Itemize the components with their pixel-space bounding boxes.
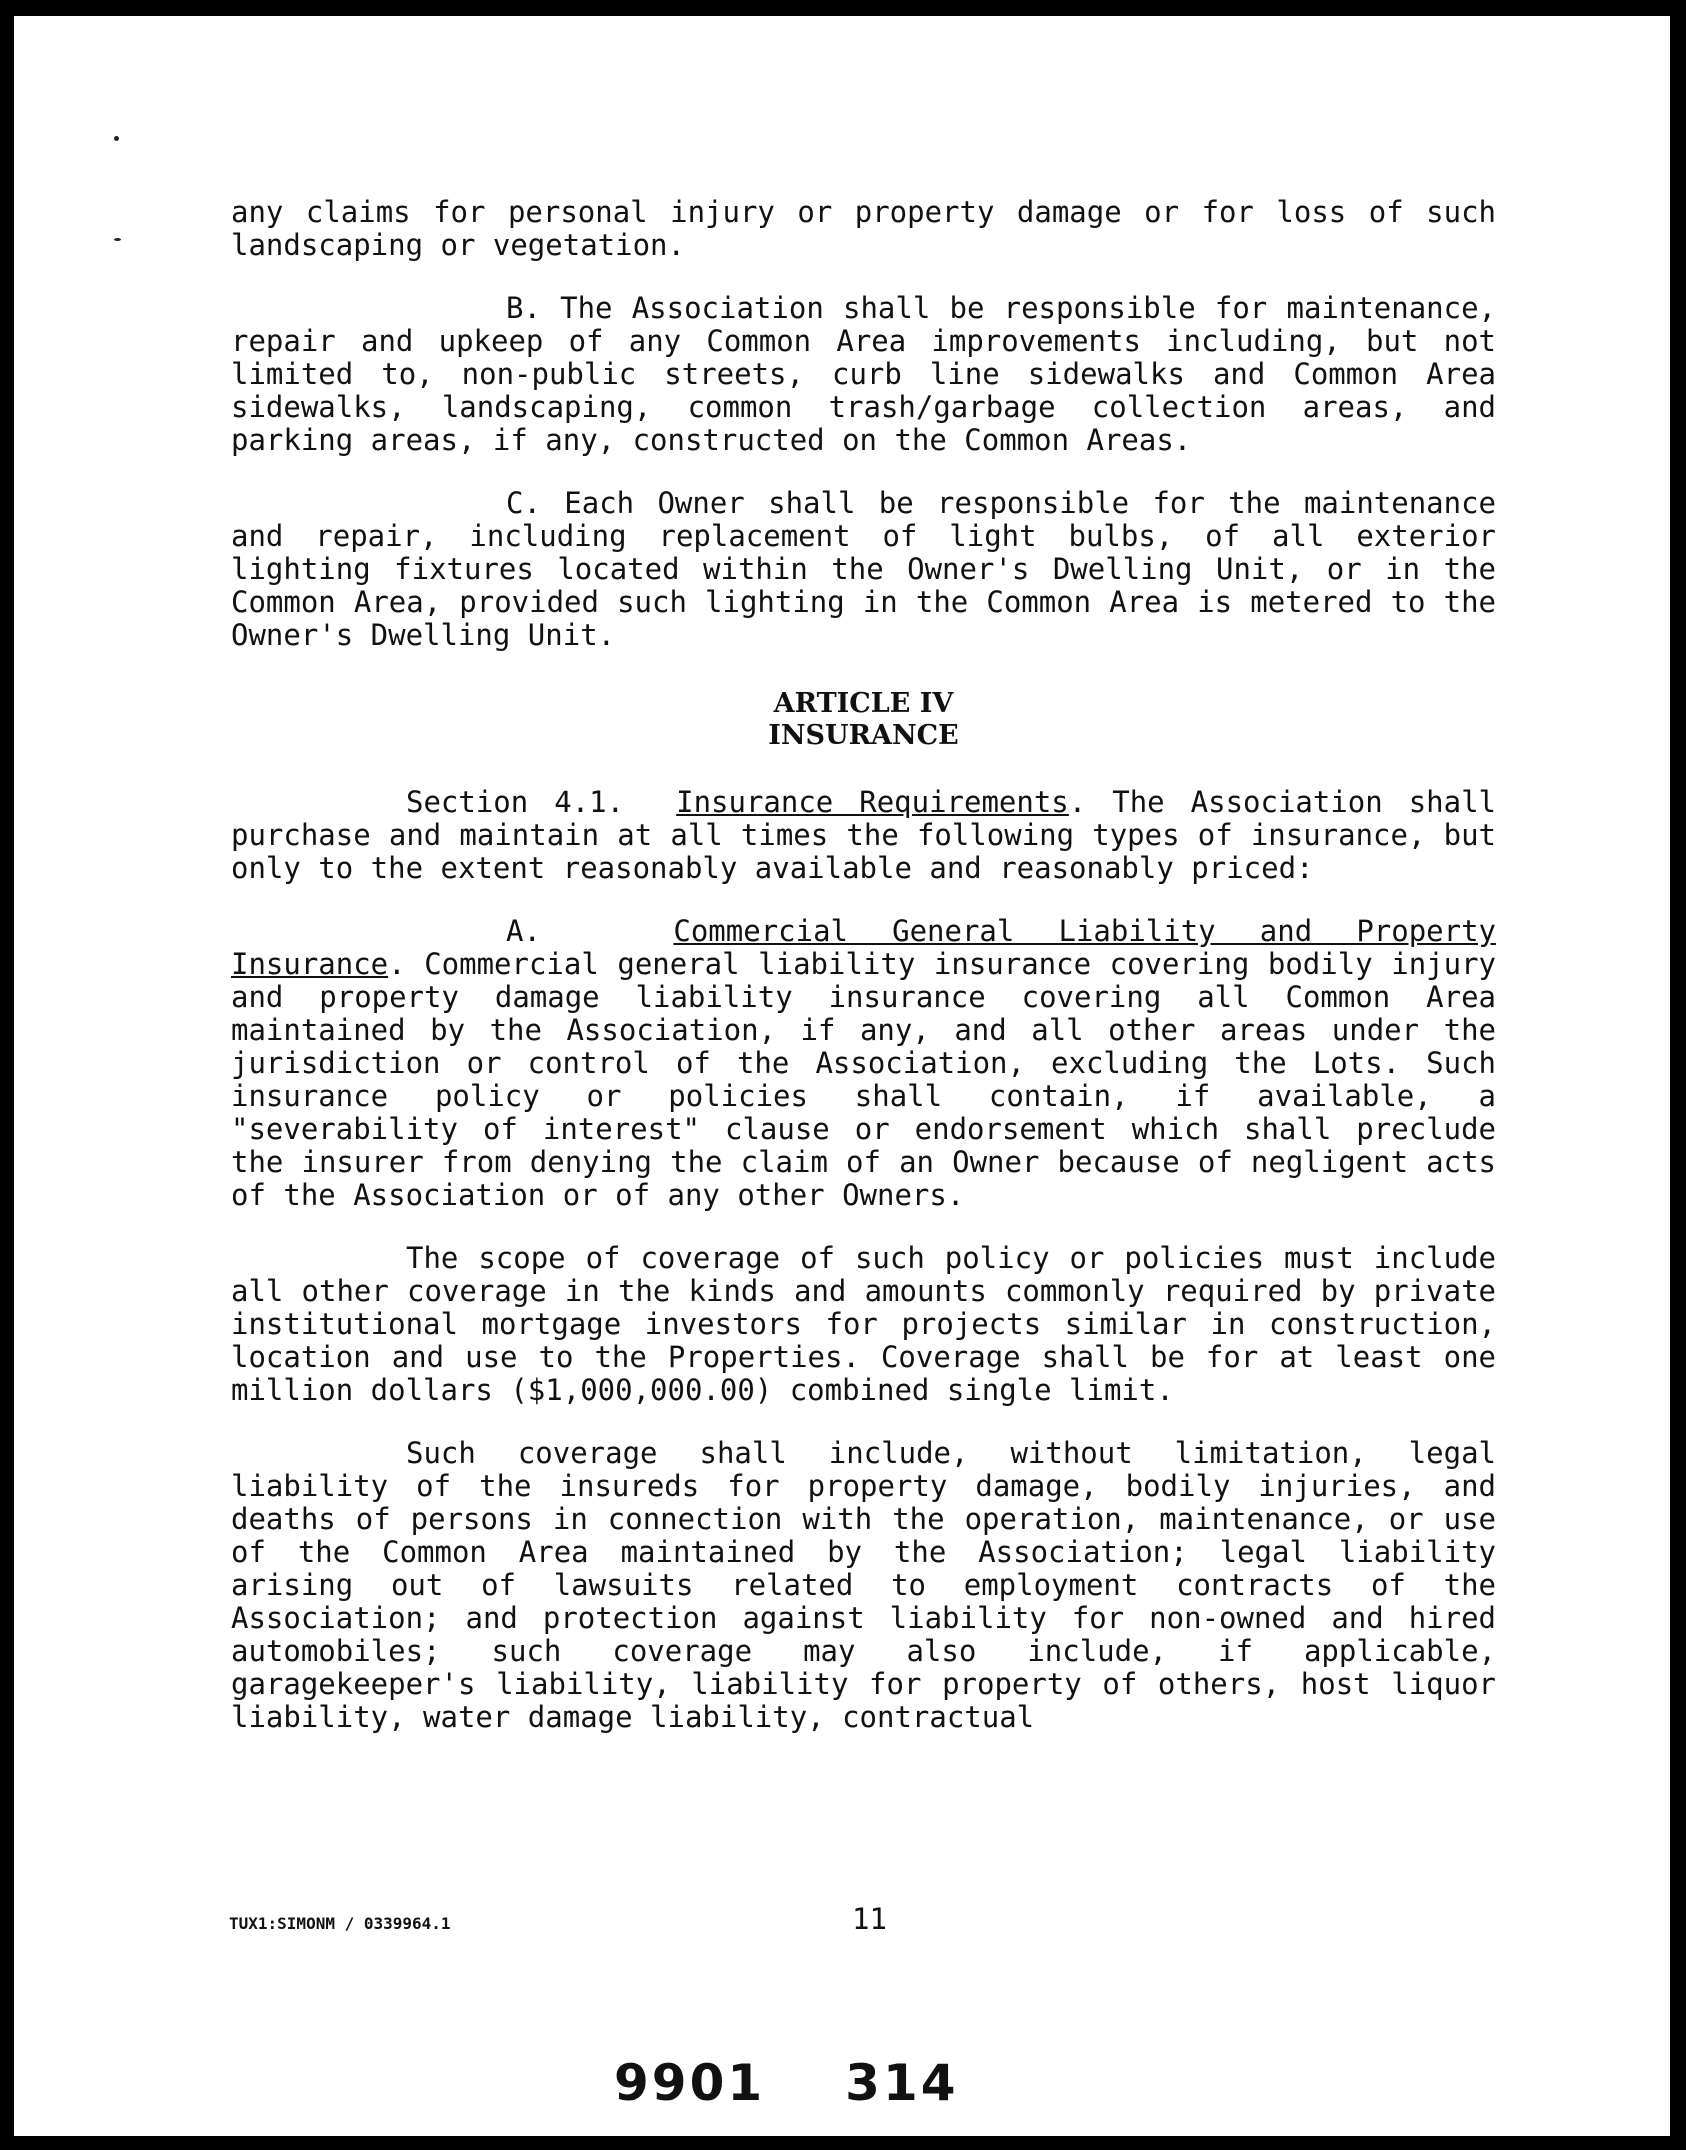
page-number: 11 <box>852 1902 887 1936</box>
article-heading <box>231 688 1496 752</box>
document-page <box>14 16 1670 2136</box>
section-4-1 <box>231 786 1496 885</box>
article-title: INSURANCE <box>768 720 959 751</box>
item-a-text: . Commercial general liability insurance covering bodily injury and property damage liability insurance covering all Common Area maintained by the Association, if any, and all other areas under the jurisdiction or control of the Association, excluding the Lots. Such insurance policy or policies shall contain, if available, a "severability of interest" clause or endorsement which shall preclude the insurer from denying the claim of an Owner because of negligent acts of the Association or of any other Owners. <box>231 947 1496 1212</box>
article-number: ARTICLE IV <box>773 688 954 719</box>
scan-speck <box>114 136 119 141</box>
section-heading: Insurance Requirements <box>676 785 1069 819</box>
stamp-left: 9901 <box>614 2054 766 2112</box>
section-prefix: Section 4.1. <box>406 785 625 819</box>
paragraph-scope: The scope of coverage of such policy or policies must include all other coverage in the kinds and amounts commonly required by private institutional mortgage investors for projects similar in construction, location and use to the Properties. Coverage shall be for at least one million dollars ($1,000,000.00) combined single limit. <box>231 1241 1496 1407</box>
section-text: . The Association shall purchase and maintain at all times the following types of insurance, but only to the extent reasonably available and reasonably priced: <box>231 785 1497 885</box>
scan-speck <box>114 238 121 241</box>
item-a-prefix: A. <box>506 914 541 948</box>
item-a <box>231 915 1496 1212</box>
stamp-right: 314 <box>845 2054 959 2112</box>
paragraph-continuation: any claims for personal injury or property damage or for loss of such landscaping or vegetation. <box>231 195 1496 262</box>
bates-stamp <box>614 2054 959 2112</box>
document-body <box>231 196 1496 1764</box>
document-id-footer: TUX1:SIMONM / 0339964.1 <box>229 1914 451 1933</box>
paragraph-b: B. The Association shall be responsible for maintenance, repair and upkeep of any Common Area improvements including, but not limited to, non-public streets, curb line sidewalks and Common Area sidewalks, landscaping, common trash/garbage collection areas, and parking areas, if any, constructed on the Common Areas. <box>231 291 1496 457</box>
paragraph-such-coverage: Such coverage shall include, without limitation, legal liability of the insureds for property damage, bodily injuries, and deaths of persons in connection with the operation, maintenance, or use of the Common Area maintained by the Association; legal liability arising out of lawsuits related to employment contracts of the Association; and protection against liability for non-owned and hired automobiles; such coverage may also include, if applicable, garagekeeper's liability, liability for property of others, host liquor liability, water damage liability, contractual <box>231 1436 1496 1734</box>
paragraph-c: C. Each Owner shall be responsible for the maintenance and repair, including replacement of light bulbs, of all exterior lighting fixtures located within the Owner's Dwelling Unit, or in the Common Area, provided such lighting in the Common Area is metered to the Owner's Dwelling Unit. <box>231 486 1496 652</box>
item-a-heading: Commercial General Liability and Property Insurance <box>231 914 1496 981</box>
